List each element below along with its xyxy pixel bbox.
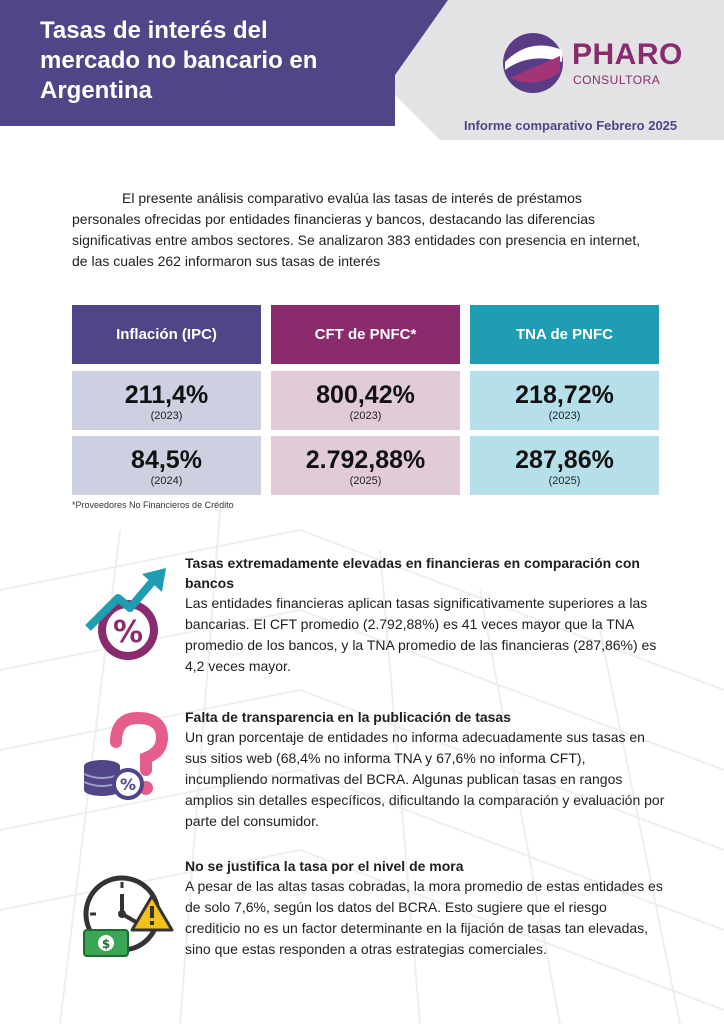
finding-body: Un gran porcentaje de entidades no informa adecuadamente sus tasas en sus sitios web (68,4% no informa TNA y 67,6% no informa CFT), incumpliendo normativas del BCRA. Algunas publican tasas en rangos amplios sin detalles específicos, dificultando la comparación y evaluación por parte del consumidor. (185, 729, 665, 829)
pharo-logo-icon (500, 32, 566, 94)
stat-header-inflation: Inflación (IPC) (72, 305, 261, 364)
stat-header-tna: TNA de PNFC (470, 305, 659, 364)
finding-title: Tasas extremadamente elevadas en financieras en comparación con bancos (185, 555, 640, 591)
svg-text:$: $ (101, 937, 111, 951)
finding-title: Falta de transparencia en la publicación de tasas (185, 709, 512, 725)
logo-subtitle: CONSULTORA (573, 73, 661, 87)
stat-cell (72, 436, 261, 495)
stat-value: 800,42% (316, 381, 415, 409)
stat-year: (2025) (548, 475, 581, 487)
stat-value: 84,5% (131, 446, 202, 474)
question-coins-icon (80, 710, 172, 802)
stat-cell (470, 436, 659, 495)
svg-text:%: % (112, 615, 144, 650)
finding-section (185, 707, 665, 832)
logo-wordmark: PHARO (572, 38, 683, 71)
stat-value: 218,72% (515, 381, 614, 409)
stat-header-cft: CFT de PNFC* (271, 305, 460, 364)
svg-text:%: % (119, 775, 137, 794)
stat-cell (271, 436, 460, 495)
finding-section (185, 553, 665, 677)
stat-year: (2023) (150, 410, 183, 422)
stat-year: (2025) (349, 475, 382, 487)
percent-growth-icon (84, 566, 174, 666)
finding-title: No se justifica la tasa por el nivel de mora (185, 858, 464, 874)
stat-cell (72, 371, 261, 430)
stat-year: (2023) (349, 410, 382, 422)
finding-body: A pesar de las altas tasas cobradas, la mora promedio de estas entidades es de solo 7,6%, según los datos del BCRA. Esto sugiere que el riesgo crediticio no es un factor determinante en la fijación de tasas tan elevadas, sino que estas responden a otras estrategias comerciales. (185, 878, 663, 957)
finding-section (185, 856, 665, 960)
stats-footnote: *Proveedores No Financieros de Crédito (72, 500, 234, 510)
stat-value: 211,4% (124, 381, 209, 409)
stat-value: 287,86% (515, 446, 614, 474)
finding-body: Las entidades financieras aplican tasas significativamente superiores a las bancarias. El CFT promedio (2.792,88%) es 41 veces mayor que la TNA promedio de los bancos, y la TNA promedio de las financieras (287,86%) es 4,2 veces mayor. (185, 595, 657, 674)
report-subtitle: Informe comparativo Febrero 2025 (464, 118, 678, 133)
stat-year: (2023) (548, 410, 581, 422)
stat-cell (470, 371, 659, 430)
clock-warning-money-icon (82, 872, 174, 962)
stat-cell (271, 371, 460, 430)
stat-value: 2.792,88% (305, 446, 426, 474)
intro-paragraph: El presente análisis comparativo evalúa las tasas de interés de préstamos personales ofrecidas por entidades financieras y bancos, destacando las diferencias significativas entre ambos sectores. Se analizaron 383 entidades con presencia en internet, de las cuales 262 informaron sus tasas de interés (72, 190, 641, 269)
page-title: Tasas de interés del mercado no bancario en Argentina (40, 17, 318, 104)
stat-year: (2024) (150, 475, 183, 487)
